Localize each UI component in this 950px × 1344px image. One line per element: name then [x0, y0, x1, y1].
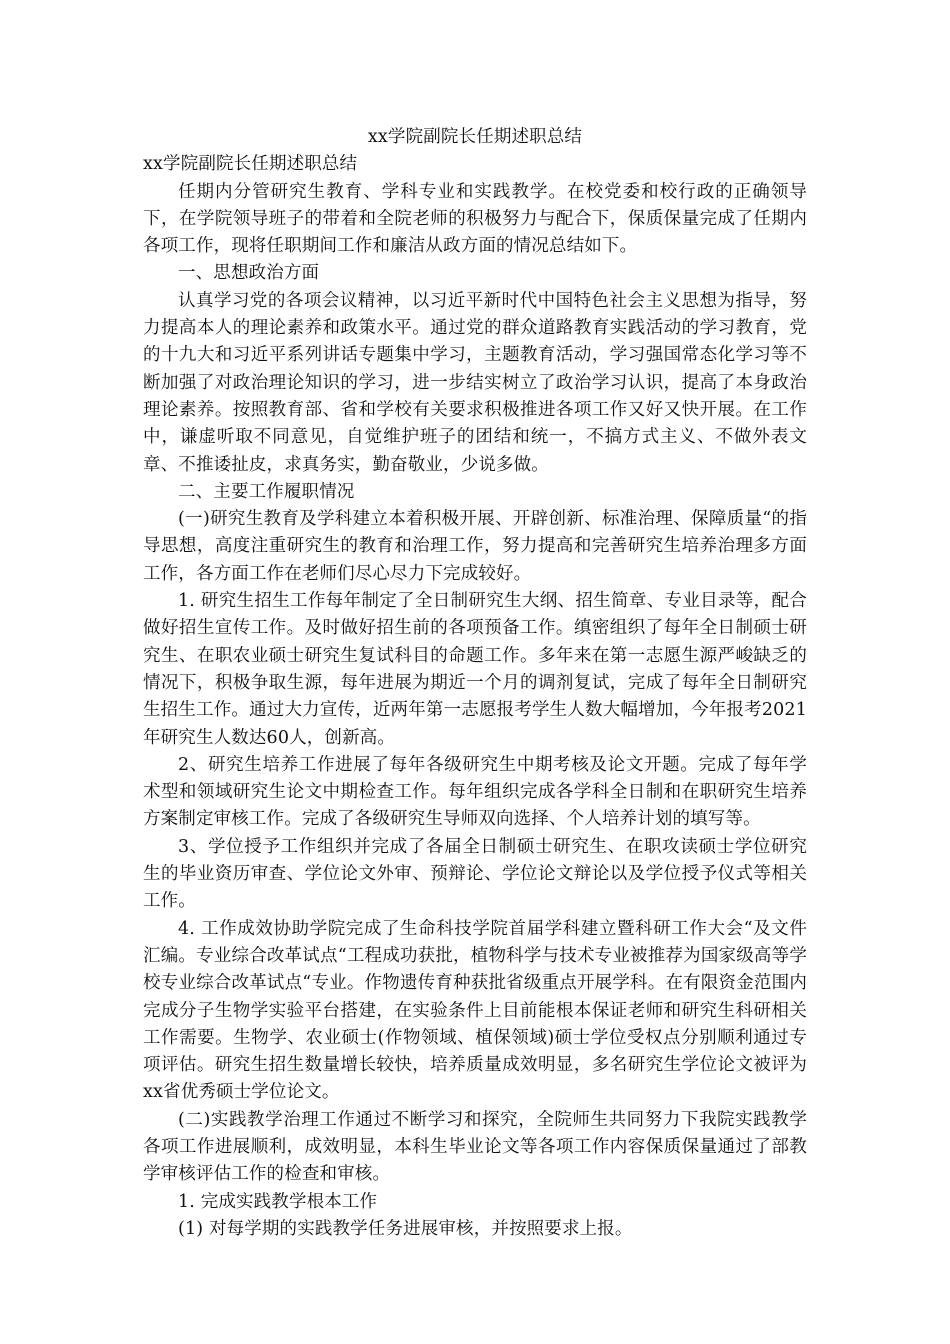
document-body — [143, 124, 807, 1243]
degree-paragraph: 3、学位授予工作组织并完成了各届全日制硕士研究生、在职攻读硕士学位研究生的毕业资历审查、学位论文外审、预辩论、学位论文辩论以及学位授予仪式等相关工作。 — [143, 836, 807, 912]
practice-basic-heading: 1. 完成实践教学根本工作 — [178, 1191, 378, 1212]
section-heading-politics: 一、思想政治方面 — [178, 263, 320, 284]
practice-teaching-paragraph: (二)实践教学治理工作通过不断学习和探究，全院师生共同努力下我院实践教学各项工作进展顺利，成效明显，本科生毕业论文等各项工作内容保质保量通过了部教学审核评估工作的检查和审核。 — [143, 1109, 807, 1185]
practice-item-1: (1) 对每学期的实践教学任务进展审核，并按照要求上报。 — [178, 1218, 633, 1239]
politics-paragraph: 认真学习党的各项会议精神，以习近平新时代中国特色社会主义思想为指导，努力提高本人的理论素养和政策水平。通过党的群众道路教育实践活动的学习教育，党的十九大和习近平系列讲话专题集中学习，主题教育活动，学习强国常态化学习等不断加强了对政治理论知识的学习，进一步结实树立了政治学习认识，提高了本身政治理论素养。按照教育部、省和学校有关要求积极推进各项工作又好又快开展。在工作中，谦虚听取不同意见，自觉维护班子的团结和统一，不搞方式主义、不做外表文章、不推诿扯皮，求真务实，勤奋敬业，少说多做。 — [143, 290, 807, 475]
training-paragraph: 2、研究生培养工作进展了每年各级研究生中期考核及论文开题。完成了每年学术型和领域研究生论文中期检查工作。每年组织完成各学科全日制和在职研究生培养方案制定审核工作。完成了各级研究生导师双向选择、个人培养计划的填写等。 — [143, 754, 807, 830]
admissions-paragraph: 1. 研究生招生工作每年制定了全日制研究生大纲、招生简章、专业目录等，配合做好招生宣传工作。及时做好招生前的各项预备工作。缜密组织了每年全日制硕士研究生、在职农业硕士研究生复试科目的命题工作。多年来在第一志愿生源严峻缺乏的情况下，积极争取生源，每年进展为期近一个月的调剂复试，完成了每年全日制研究生招生工作。通过大力宣传，近两年第一志愿报考学生人数大幅增加，今年报考2021年研究生人数达60人，创新高。 — [143, 591, 807, 748]
achievements-paragraph: 4. 工作成效协助学院完成了生命科技学院首届学科建立暨科研工作大会“及文件汇编。专业综合改革试点“工程成功获批，植物科学与技术专业被推荐为国家级高等学校专业综合改革试点“专业。作物遗传育种获批省级重点开展学科。在有限资金范围内完成分子生物学实验平台搭建，在实验条件上目前能根本保证老师和研究生科研相关工作需要。生物学、农业硕士(作物领域、植保领域)硕士学位受权点分别顺利通过专项评估。研究生招生数量增长较快，培养质量成效明显，多名研究生学位论文被评为xx省优秀硕士学位论文。 — [143, 918, 807, 1103]
graduate-education-paragraph: (一)研究生教育及学科建立本着积极开展、开辟创新、标准治理、保障质量“的指导思想，高度注重研究生的教育和治理工作，努力提高和完善研究生培养治理多方面工作，各方面工作在老师们尽心尽力下完成较好。 — [143, 509, 807, 584]
intro-paragraph: 任期内分管研究生教育、学科专业和实践教学。在校党委和校行政的正确领导下，在学院领导班子的带着和全院老师的积极努力与配合下，保质保量完成了任期内各项工作，现将任职期间工作和廉洁从政方面的情况总结如下。 — [143, 181, 807, 257]
section-heading-duties: 二、主要工作履职情况 — [178, 481, 355, 502]
document-title: xx学院副院长任期述职总结 — [367, 127, 583, 147]
document-subtitle: xx学院副院长任期述职总结 — [143, 154, 358, 175]
